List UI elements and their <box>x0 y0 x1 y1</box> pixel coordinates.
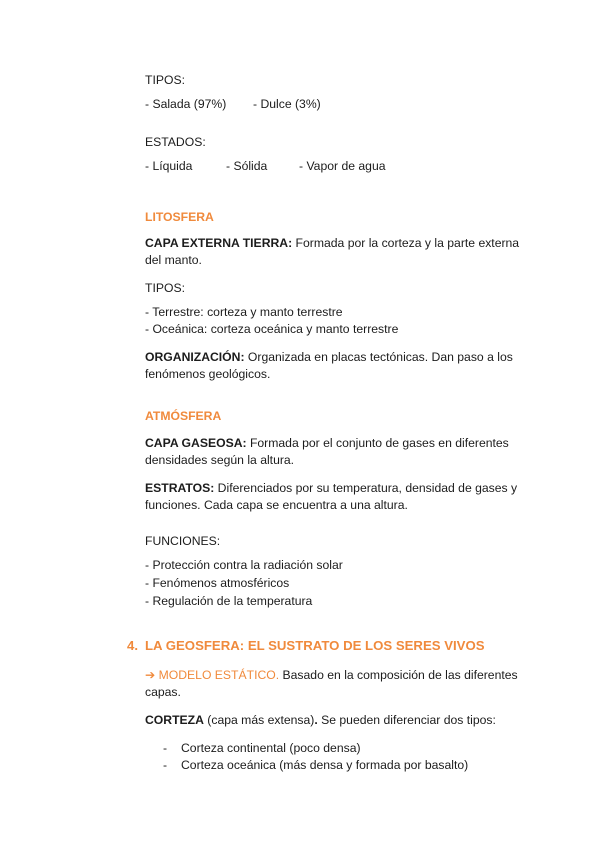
tipo-salada: - Salada (97%) <box>145 97 227 111</box>
litosfera-org-paragraph <box>145 349 520 383</box>
litosfera-org-label: ORGANIZACIÓN: <box>145 350 245 364</box>
section-number: 4. <box>127 638 138 653</box>
atmosfera-estratos-paragraph <box>145 480 520 514</box>
estado-vapor: - Vapor de agua <box>299 159 386 173</box>
litosfera-capa-label: CAPA EXTERNA TIERRA: <box>145 236 293 250</box>
funcion-regulacion: - Regulación de la temperatura <box>145 594 313 608</box>
hidrosfera-estados-row <box>145 158 520 175</box>
atmosfera-heading: ATMÓSFERA <box>145 409 222 423</box>
hidrosfera-tipos-row <box>145 96 520 113</box>
litosfera-heading: LITOSFERA <box>145 210 214 224</box>
funcion-fenomenos: - Fenómenos atmosféricos <box>145 576 290 590</box>
atmosfera-capa-label: CAPA GASEOSA: <box>145 436 247 450</box>
litosfera-tipo-terrestre: - Terrestre: corteza y manto terrestre <box>145 305 343 319</box>
modelo-paragraph <box>145 667 520 701</box>
atmosfera-capa-text: Formada por el conjunto de gases en diferentes densidades según la altura. <box>145 436 509 467</box>
atmosfera-capa-paragraph <box>145 435 520 469</box>
hidrosfera-tipos-label: TIPOS: <box>145 73 185 87</box>
modelo-label: ➔ MODELO ESTÁTICO. <box>145 668 280 682</box>
litosfera-tipo-oceanica: - Oceánica: corteza oceánica y manto terrestre <box>145 322 399 336</box>
funcion-proteccion: - Protección contra la radiación solar <box>145 558 343 572</box>
bullet-dash-1: - <box>163 741 168 755</box>
estado-liquida: - Líquida <box>145 159 193 173</box>
corteza-text: Se pueden diferenciar dos tipos: <box>317 713 496 727</box>
litosfera-org-text: Organizada en placas tectónicas. Dan paso a los fenómenos geológicos. <box>145 350 513 381</box>
section-heading: LA GEOSFERA: EL SUSTRATO DE LOS SERES VIVOS <box>145 638 485 653</box>
corteza-paragraph <box>145 712 520 729</box>
modelo-text: Basado en la composición de las diferentes capas. <box>145 668 518 699</box>
bullet-dash-2: - <box>163 758 168 772</box>
atmosfera-funciones-label: FUNCIONES: <box>145 534 221 548</box>
corteza-mid: (capa más extensa) <box>203 713 315 727</box>
estado-solida: - Sólida <box>226 159 268 173</box>
corteza-item-continental: Corteza continental (poco densa) <box>181 741 361 755</box>
litosfera-capa-text: Formada por la corteza y la parte externa del manto. <box>145 236 520 267</box>
tipo-dulce: - Dulce (3%) <box>253 97 321 111</box>
corteza-dot: . <box>314 713 318 727</box>
litosfera-tipos-label: TIPOS: <box>145 281 185 295</box>
hidrosfera-estados-label: ESTADOS: <box>145 135 206 149</box>
atmosfera-estratos-label: ESTRATOS: <box>145 481 215 495</box>
atmosfera-estratos-text: Diferenciados por su temperatura, densidad de gases y funciones. Cada capa se encuentra a una altura. <box>145 481 518 512</box>
corteza-item-oceanica: Corteza oceánica (más densa y formada por basalto) <box>181 758 469 772</box>
litosfera-capa-paragraph <box>145 235 520 269</box>
corteza-label: CORTEZA <box>145 713 204 727</box>
